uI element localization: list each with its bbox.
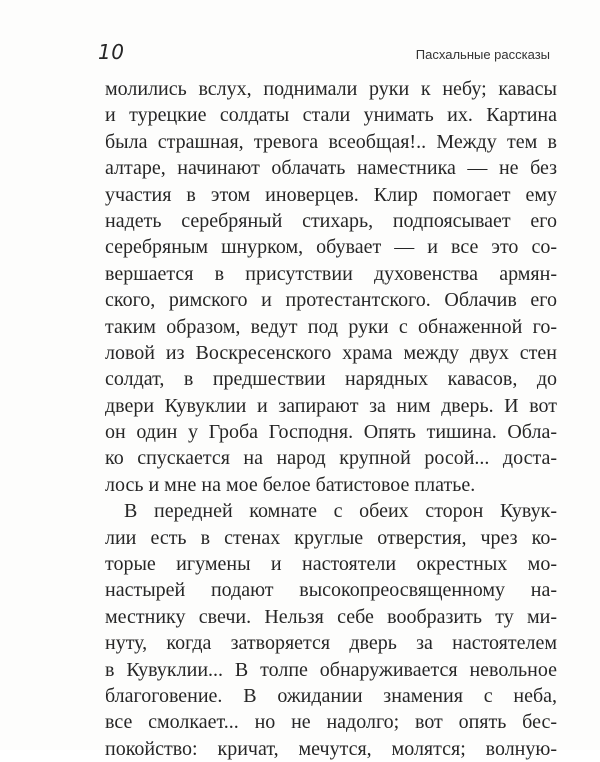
text-line: он один у Гроба Господня. Опять тишина. Обла-: [105, 421, 557, 444]
page-number: 10: [98, 40, 125, 64]
running-title: Пасхальные рассказы: [415, 47, 550, 62]
text-line: молились вслух, поднимали руки к небу; кавасы: [105, 78, 557, 100]
text-line: двери Кувуклии и запирают за ним дверь. И вот: [105, 394, 557, 417]
text-line: покойство: кричат, мечутся, молятся; волную-: [105, 737, 557, 760]
text-line: ского, римского и протестантского. Облачив его: [105, 289, 557, 312]
body-text: [105, 76, 557, 762]
text-line: ловой из Воскресенского храма между двух стен: [105, 341, 557, 364]
text-line: была страшная, тревога всеобщая!.. Между тем в: [105, 130, 557, 153]
text-line: и турецкие солдаты стали унимать их. Картина: [105, 104, 557, 127]
text-line: серебряным шнурком, обувает — и все это со-: [105, 236, 557, 259]
text-line: таким образом, ведут под руки с обнаженной го-: [105, 315, 557, 338]
text-line: нуту, когда затворяется дверь за настоятелем: [105, 632, 557, 655]
text-line: надеть серебряный стихарь, подпоясывает его: [105, 209, 557, 232]
text-line: настырей подают высокопреосвященному на-: [105, 579, 557, 602]
text-line: в Кувуклии... В толпе обнаруживается невольное: [105, 658, 557, 681]
paragraph-end-line: лось и мне на мое белое батистовое платье.: [105, 473, 476, 496]
paragraph-start-line: В передней комнате с обеих сторон Кувук-: [124, 500, 557, 523]
text-line: алтаре, начинают облачать наместника — не без: [105, 157, 557, 180]
text-line: лии есть в стенах круглые отверстия, чрез ко-: [105, 526, 557, 549]
text-line: вершается в присутствии духовенства армян-: [105, 262, 557, 285]
running-head: [0, 40, 600, 70]
text-line: благоговение. В ожидании знамения с неба,: [105, 684, 557, 707]
text-line: торые игумены и настоятели окрестных мо-: [105, 553, 557, 576]
text-line: местнику свечи. Нельзя себе вообразить ту ми-: [105, 605, 557, 628]
text-line: участия в этом иноверцев. Клир помогает ему: [105, 183, 557, 206]
text-line: солдат, в предшествии нарядных кавасов, до: [105, 368, 557, 391]
text-line: ко спускается на народ крупной росой... доста-: [105, 447, 557, 470]
text-line: все смолкает... но не надолго; вот опять бес-: [105, 711, 557, 734]
